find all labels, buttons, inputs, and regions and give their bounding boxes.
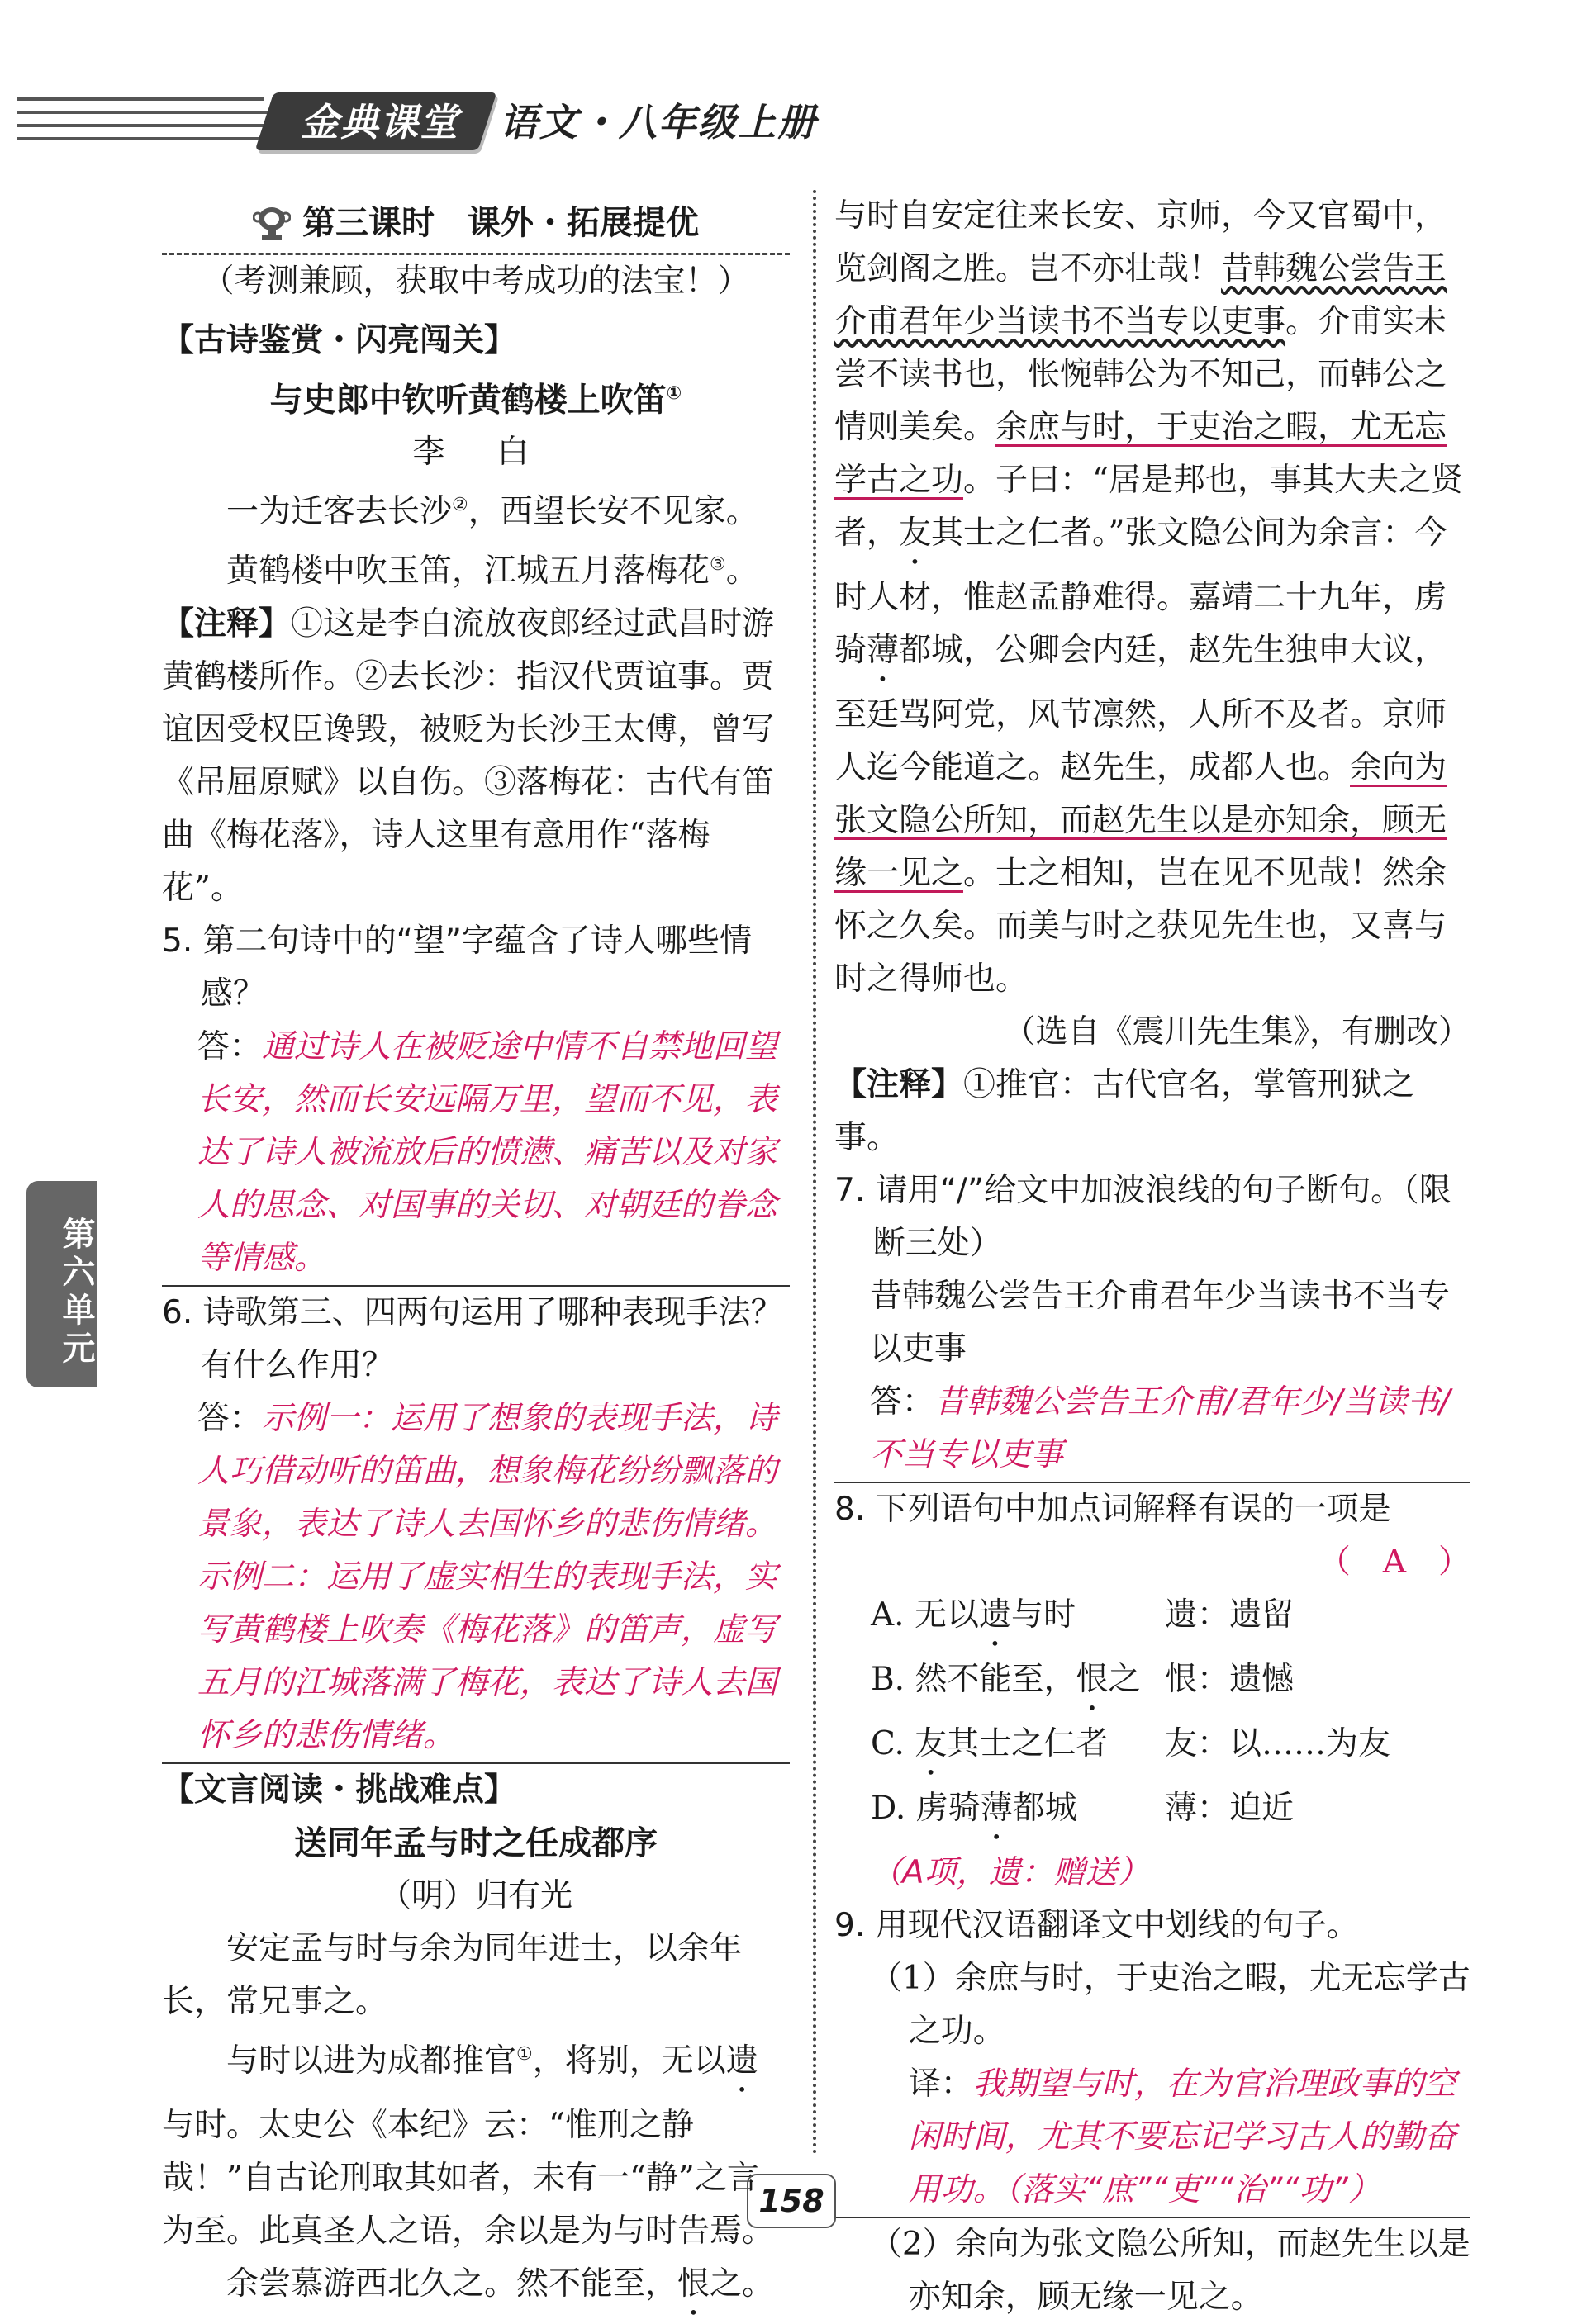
prose-text: 。士之相知，岂在见不见哉！然余怀之久矣。而美与时之获见先生也，又喜与时之得师也。 bbox=[834, 855, 1447, 998]
prose-text: 都城，公卿会内廷，赵先生独申大议，至廷骂阿党，风节凛然，人所不及者。京师人迄今能道之。赵先生，成都人也。 bbox=[834, 632, 1447, 786]
option-text: 都城 bbox=[1012, 1790, 1077, 1827]
p3-b: 之。 bbox=[710, 2265, 775, 2303]
right-column bbox=[834, 190, 1470, 2324]
q9-sentence-2: （2）余向为张文隐公所知，而赵先生以是亦知余，顾无缘一见之。 bbox=[869, 2226, 1470, 2316]
option-gloss: 薄：迫近 bbox=[1165, 1790, 1295, 1827]
underlined-sentence-1: 余庶与时，于吏治之暇，尤无忘学古之功 bbox=[834, 409, 1447, 499]
note-marker: ② bbox=[452, 495, 468, 516]
option-text: 与时 bbox=[1010, 1596, 1076, 1634]
prose-text: 与时自安定往来长安、京师，今又官蜀中，览剑阁之胜。岂不亦壮哉！ bbox=[834, 197, 1447, 287]
prose-text: 其士之仁者。”张文隐公间为余言：今时人材，惟赵孟静难得。嘉靖二十九年，虏骑 bbox=[834, 515, 1447, 669]
option-text: 其士之仁者 bbox=[947, 1725, 1109, 1762]
option-text: 之 bbox=[1108, 1661, 1141, 1698]
answer-6-text: 示例一：运用了想象的表现手法，诗人巧借动听的笛曲，想象梅花纷纷飘落的景象，表达了诗人去国怀乡的悲伤情绪。示例二：运用了虚实相生的表现手法，实写黄鹤楼上吹奏《梅花落》的笛声，虚写五月的江城落满了梅花，表达了诗人去国怀乡的悲伤情绪。 bbox=[197, 1400, 777, 1755]
notes-text: ①这是李白流放夜郎经过武昌时游黄鹤楼所作。②去长沙：指汉代贾谊事。贾谊因受权臣谗毁，被贬为长沙王太傅，曾写《吊屈原赋》以自伤。③落梅花：古代有笛曲《梅花落》，诗人这里有意用作“落梅花”。 bbox=[162, 605, 775, 908]
answer-prefix: 答： bbox=[197, 1028, 262, 1066]
answer-8-explain: （A项，遗：赠送） bbox=[869, 1854, 1150, 1891]
poem-title bbox=[162, 368, 790, 426]
brand-logo: 金典课堂 bbox=[301, 100, 459, 145]
note-marker: ① bbox=[666, 383, 682, 404]
q9-sentence-1: （1）余庶与时，于吏治之暇，尤无忘学古之功。 bbox=[869, 1960, 1470, 2050]
p2-b: ，将别，无以 bbox=[532, 2042, 726, 2080]
option-text: D. 虏骑 bbox=[871, 1790, 981, 1827]
poem-title-text: 与史郎中钦听黄鹤楼上吹笛 bbox=[269, 381, 667, 420]
prose-section-heading: 【文言阅读・挑战难点】 bbox=[162, 1771, 517, 1809]
notes-label: 【注释】 bbox=[162, 605, 292, 643]
prose-paragraph-1: 安定孟与时与余为同年进士，以余年长，常兄事之。 bbox=[162, 1930, 743, 2021]
poem-line-2-a: 黄鹤楼中吹玉笛，江城五月落梅花 bbox=[226, 553, 710, 590]
answer-5 bbox=[162, 1021, 790, 1287]
dotted-word: 恨 bbox=[677, 2265, 710, 2303]
dotted-word: 薄 bbox=[867, 632, 900, 669]
prose-source: （选自《震川先生集》，有删改） bbox=[1003, 1013, 1470, 1051]
answer-7 bbox=[834, 1376, 1470, 1483]
option-d bbox=[834, 1782, 1470, 1847]
answer-prefix: 译： bbox=[908, 2066, 973, 2103]
question-7: 7. 请用“/”给文中加波浪线的句子断句。（限断三处） bbox=[834, 1172, 1451, 1262]
answer-prefix: 答： bbox=[869, 1383, 934, 1420]
poem-author: 李 白 bbox=[412, 434, 539, 472]
underlined-sentence-2: 余向为张文隐公所知，而赵先生以是亦知余，顾无缘一见之 bbox=[834, 749, 1447, 892]
poem-line-1 bbox=[162, 479, 790, 538]
question-5: 5. 第二句诗中的“望”字蕴含了诗人哪些情感？ bbox=[162, 922, 753, 1013]
lesson-title: 第三课时 课外・拓展提优 bbox=[302, 204, 699, 242]
question-9: 9. 用现代汉语翻译文中划线的句子。 bbox=[834, 1907, 1359, 1944]
answer-prefix: 答： bbox=[197, 1400, 262, 1438]
unit-side-tab: 第六单元 bbox=[26, 1181, 97, 1387]
option-c bbox=[834, 1718, 1470, 1782]
answer-9-1 bbox=[834, 2058, 1470, 2218]
poem-line-2 bbox=[162, 538, 790, 598]
subject-title: 语文・八年级上册 bbox=[500, 100, 817, 145]
dotted-word: 友 bbox=[915, 1725, 948, 1762]
poem-line-2-b: 。 bbox=[725, 553, 758, 590]
option-text: B. 然不能至， bbox=[871, 1661, 1076, 1698]
option-text: C. bbox=[871, 1725, 915, 1762]
prose-paragraph-3 bbox=[162, 2258, 790, 2322]
answer-9-1-text: 我期望与时，在为官治理政事的空闲时间，尤其不要忘记学习古人的勤奋用功。（落实“庶”“吏”“治”“功”） bbox=[908, 2066, 1456, 2208]
answer-7-text: 昔韩魏公尝告王介甫/君年少/当读书/不当专以吏事 bbox=[869, 1383, 1451, 1473]
option-text: A. 无以 bbox=[871, 1596, 979, 1634]
note-marker: ③ bbox=[710, 554, 726, 576]
page-number: 158 bbox=[747, 2174, 836, 2228]
header-decor-lines bbox=[17, 89, 289, 155]
answer-8-bracket bbox=[834, 1536, 1470, 1589]
dotted-word: 遗 bbox=[725, 2042, 758, 2080]
option-a bbox=[834, 1589, 1470, 1653]
dotted-word: 薄 bbox=[980, 1790, 1013, 1827]
dotted-word: 遗 bbox=[978, 1596, 1011, 1634]
answer-8-choice: （ A ） bbox=[1318, 1544, 1470, 1581]
question-6: 6. 诗歌第三、四两句运用了哪种表现手法？有什么作用？ bbox=[162, 1294, 783, 1385]
column-divider bbox=[813, 190, 816, 2156]
dotted-word: 恨 bbox=[1076, 1661, 1109, 1698]
p3-a: 余尝慕游西北久之。然不能至， bbox=[226, 2265, 678, 2303]
wavy-sentence: 昔韩魏公尝告王介甫君年少当读书不当专以吏事 bbox=[834, 250, 1447, 340]
p2-c: 与时。太史公《本纪》云：“惟刑之静哉！”自古论刑取其如者，未有一“静”之言为至。此真圣人之语，余以是为与时告焉。 bbox=[162, 2107, 775, 2250]
notes-text: ①推官：古代官名，掌管刑狱之事。 bbox=[834, 1066, 1415, 1156]
option-b bbox=[834, 1653, 1470, 1718]
prose-paragraph-2 bbox=[162, 2028, 790, 2258]
dotted-word: 友 bbox=[899, 515, 932, 552]
poem-line-1-a: 一为迁客去长沙 bbox=[226, 493, 453, 531]
lesson-subtitle: （考测兼顾，获取中考成功的法宝！） bbox=[202, 263, 750, 300]
lesson-header bbox=[162, 197, 790, 249]
answer-5-text: 通过诗人在被贬途中情不自禁地回望长安，然而长安远隔万里，望而不见，表达了诗人被流放后的愤懑、痛苦以及对家人的思念、对国事的关切、对朝廷的眷念等情感。 bbox=[197, 1028, 777, 1278]
prose-text: 。介甫实未尝不读书也，怅惋韩公为不知己，而韩公之情则美矣。 bbox=[834, 303, 1447, 446]
question-8: 8. 下列语句中加点词解释有误的一项是 bbox=[834, 1491, 1391, 1528]
poem-notes bbox=[162, 598, 790, 915]
left-column bbox=[162, 197, 790, 2322]
prose-notes bbox=[834, 1059, 1470, 1164]
notes-label: 【注释】 bbox=[834, 1066, 964, 1103]
option-gloss: 遗：遗留 bbox=[1165, 1596, 1295, 1634]
prose-text: 。子曰：“居是邦也，事其大夫之贤者， bbox=[834, 462, 1463, 552]
poem-section-heading: 【古诗鉴赏・闪亮闯关】 bbox=[162, 322, 517, 359]
p2-a: 与时以进为成都推官 bbox=[226, 2042, 517, 2080]
q7-sentence: 昔韩魏公尝告王介甫君年少当读书不当专以吏事 bbox=[869, 1278, 1450, 1368]
trophy-icon bbox=[253, 204, 291, 242]
option-gloss: 友：以……为友 bbox=[1165, 1725, 1391, 1762]
prose-continuation bbox=[834, 190, 1470, 1006]
option-gloss: 恨：遗憾 bbox=[1165, 1661, 1295, 1698]
prose-author: （明）归有光 bbox=[378, 1877, 572, 1915]
poem-line-1-b: ，西望长安不见家。 bbox=[468, 493, 758, 531]
answer-6 bbox=[162, 1392, 790, 1764]
note-marker: ① bbox=[516, 2044, 533, 2066]
prose-title: 送同年孟与时之任成都序 bbox=[294, 1824, 658, 1863]
